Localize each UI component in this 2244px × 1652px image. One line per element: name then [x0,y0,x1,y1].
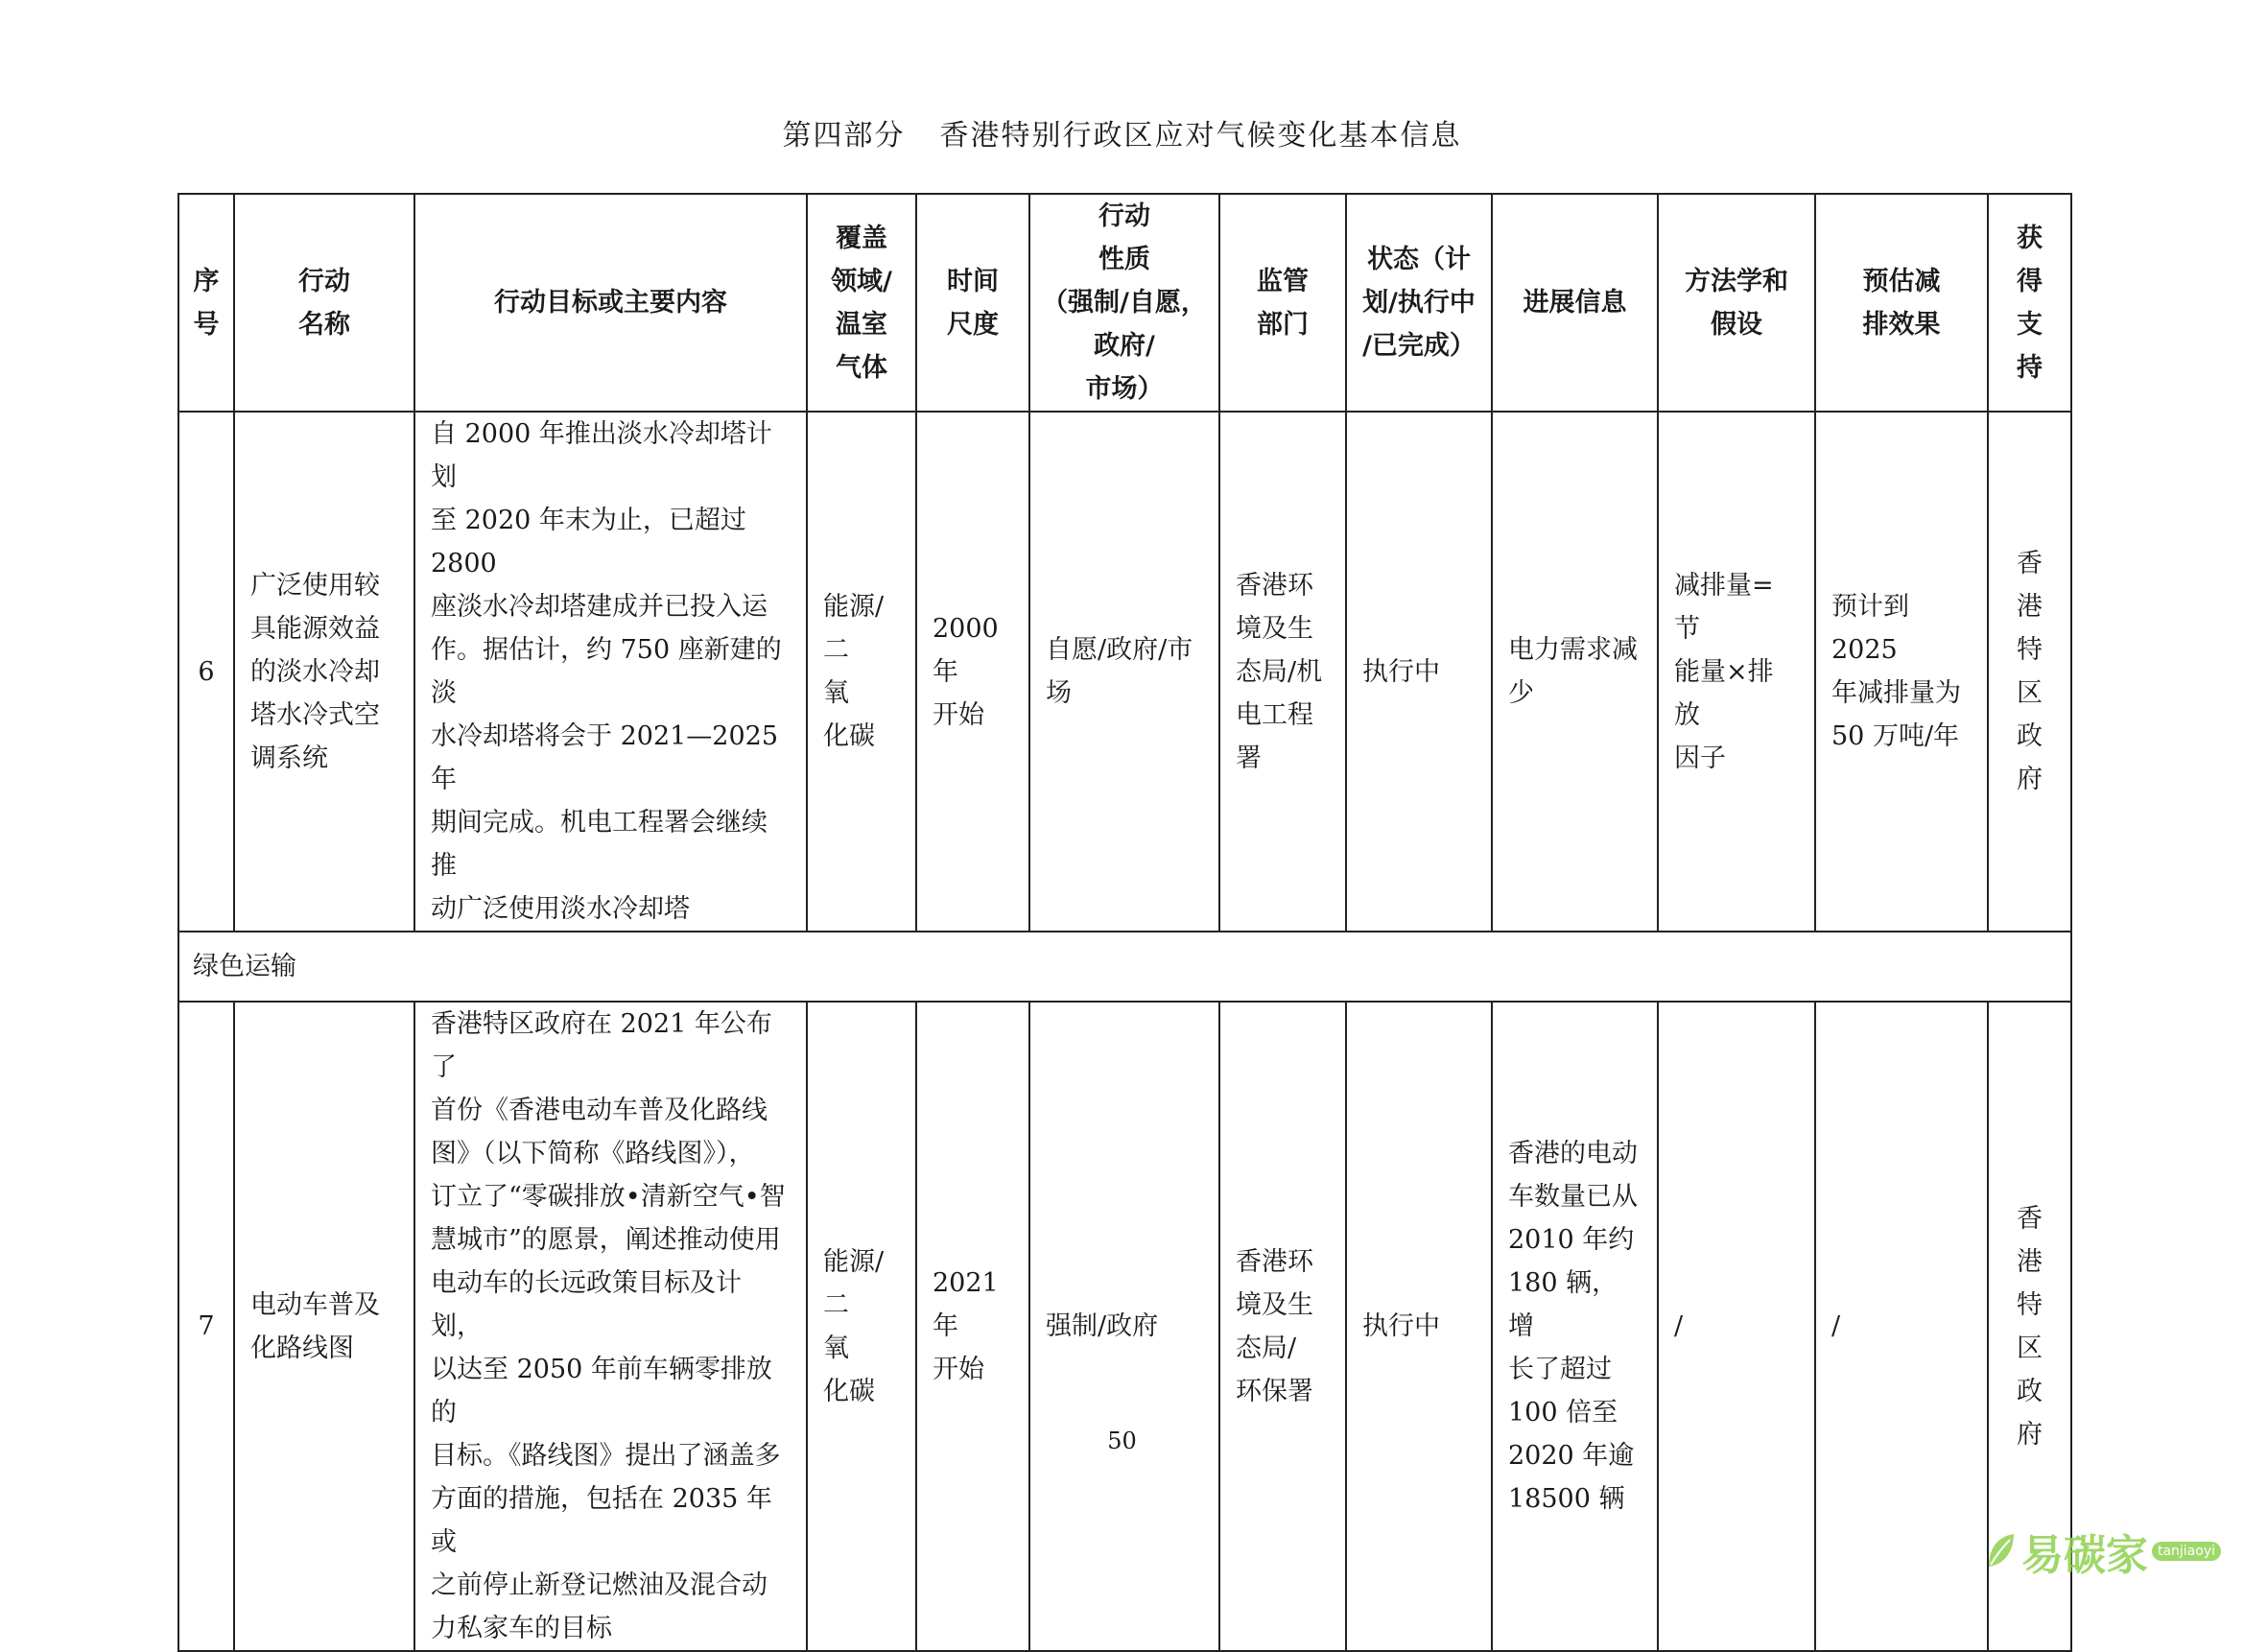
row6-support [1988,412,2071,932]
cell-line: 态局/ [1236,1333,1297,1363]
cell-line: 排效果 [1862,309,1941,340]
cell-line: 香 [2017,549,2043,578]
cell-line: 行动 [1098,201,1150,231]
cell-line: 长了超过 [1508,1355,1612,1384]
section-row [178,932,2071,1002]
cell-line: 50 万吨/年 [1831,721,1960,751]
header-effect [1815,194,1988,412]
header-nature [1029,194,1219,412]
cell-line: 覆盖 [836,223,887,253]
cell-line: 政 [2017,1376,2043,1406]
cell-line: 自愿/政府/市 [1046,635,1193,665]
row6-time [916,412,1029,932]
header-method [1658,194,1815,412]
cell-line: 持 [2017,352,2043,383]
row7-nature: 强制/政府 [1029,1002,1219,1651]
cell-line: 化碳 [823,1376,875,1406]
watermark-brand-cn: 易碳家 [2020,1531,2148,1580]
cell-line: 状态（计 [1367,245,1471,274]
header-scope [807,194,916,412]
cell-line: 预估减 [1862,266,1941,296]
cell-line: 市场） [1085,374,1164,404]
cell-line: 2021 年 [933,1268,999,1341]
cell-line: 目标。《路线图》提出了涵盖多 [431,1441,781,1471]
row7-time [916,1002,1029,1651]
header-dept [1219,194,1346,412]
cell-line: 电动车普及 [250,1289,380,1320]
cell-line: 自 2000 年推出淡水冷却塔计划 [431,419,772,492]
cell-line: 车数量已从 [1508,1182,1638,1212]
row7-name [234,1002,414,1651]
cell-line: 特 [2017,1289,2043,1320]
cell-line: 境及生 [1236,1289,1313,1320]
row7-status: 执行中 [1346,1002,1492,1651]
header-name [234,194,414,412]
cell-line: 2000 年 [933,613,999,687]
cell-line: 作。据估计，约 750 座新建的淡 [431,635,782,708]
cell-line: 图》（以下简称《路线图》）， [431,1139,755,1168]
cell-line: 之前停止新登记燃油及混合动 [431,1570,768,1600]
cell-line: 政 [2017,721,2043,751]
cell-line: 假设 [1711,309,1762,340]
header-time [916,194,1029,412]
cell-line: 因子 [1674,743,1726,773]
row6-method [1658,412,1815,932]
cell-line: /已完成） [1362,331,1476,361]
cell-line: 具能源效益 [250,613,380,644]
cell-line: 香港特区政府在 2021 年公布了 [431,1009,772,1082]
cell-line: 尺度 [947,309,999,340]
cell-line: 行动 [298,266,350,296]
cell-line: 的淡水冷却 [250,656,380,687]
cell-line: 化路线图 [250,1333,354,1363]
cell-line: 政府/ [1094,331,1155,361]
cell-line: 电工程 [1236,699,1313,730]
cell-line: 2010 年约 [1508,1225,1635,1255]
cell-line: 二 氧 [823,635,875,708]
cell-line: 开始 [933,1355,984,1384]
cell-line: 署 [1236,743,1262,773]
row6-name [234,412,414,932]
row7-effect: / [1815,1002,1988,1651]
page-title [0,111,2244,153]
cell-line: 座淡水冷却塔建成并已投入运 [431,592,768,622]
cell-line: 18500 辆 [1508,1484,1625,1514]
cell-line: 减排量=节 [1674,570,1774,644]
cell-line: 电动车的长远政策目标及计划， [431,1268,742,1341]
cell-line: 性质 [1098,245,1150,274]
cell-line: 方面的措施，包括在 2035 年或 [431,1484,772,1557]
cell-line: 化碳 [823,721,875,751]
cell-line: 港 [2017,592,2043,622]
cell-line: 温室 [836,309,887,340]
cell-line: 府 [2017,1419,2043,1450]
cell-line: 香港环 [1236,1246,1313,1277]
section-green-transport: 绿色运输 [178,932,2071,1002]
header-content: 行动目标或主要内容 [414,194,807,412]
cell-line: 场 [1046,678,1072,708]
cell-line: 水冷却塔将会于 2021—2025 年 [431,721,779,794]
cell-line: 香港环 [1236,570,1313,601]
cell-line: 力私家车的目标 [431,1614,612,1643]
header-status [1346,194,1492,412]
cell-line: 2020 年逾 [1508,1441,1635,1471]
row7-method: / [1658,1002,1815,1651]
header-support [1988,194,2071,412]
cell-line: 划/执行中 [1362,288,1476,318]
cell-line: 时间 [947,266,999,296]
cell-line: 能量×排放 [1674,656,1774,730]
cell-line: 得 [2017,266,2043,296]
cell-line: 府 [2017,765,2043,794]
cell-line: 区 [2017,1333,2043,1363]
table-row [178,412,2071,932]
cell-line: 预计到 2025 [1831,592,1909,665]
header-progress: 进展信息 [1492,194,1658,412]
cell-line: 能源/ [823,592,885,622]
cell-line: 至 2020 年末为止，已超过 2800 [431,506,746,578]
cell-line: 年减排量为 [1831,678,1961,708]
cell-line: 号 [193,309,220,340]
cell-line: 态局/机 [1236,656,1323,687]
cell-line: 气体 [836,352,887,383]
cell-line: 开始 [933,699,984,730]
cell-line: （强制/自愿， [1042,288,1207,318]
table-row [178,1002,2071,1651]
cell-line: 首份《香港电动车普及化路线 [431,1096,768,1125]
cell-line: 慧城市”的愿景，阐述推动使用 [431,1225,781,1255]
cell-line: 支 [2017,309,2043,340]
cell-line: 获 [2017,223,2043,253]
cell-line: 动广泛使用淡水冷却塔 [431,894,690,924]
page-number: 50 [1107,1428,1137,1454]
header-seq [178,194,234,412]
cell-line: 序 [193,266,220,296]
page-title-main: 香港特别行政区应对气候变化基本信息 [939,119,1462,153]
row6-content [414,412,807,932]
cell-line: 订立了“零碳排放•清新空气•智 [431,1182,786,1212]
cell-line: 方法学和 [1685,266,1788,296]
cell-line: 香港的电动 [1508,1139,1638,1168]
watermark-logo [1985,1521,2221,1582]
leaf-icon [1985,1532,2018,1570]
cell-line: 电力需求减 [1508,635,1638,665]
row6-status: 执行中 [1346,412,1492,932]
cell-line: 180 辆，增 [1508,1268,1618,1341]
row7-dept [1219,1002,1346,1651]
row7-progress [1492,1002,1658,1651]
cell-line: 塔水冷式空 [250,699,380,730]
cell-line: 境及生 [1236,613,1313,644]
cell-line: 二 氧 [823,1289,875,1363]
row6-seq: 6 [178,412,234,932]
cell-line: 监管 [1257,266,1309,296]
cell-line: 港 [2017,1246,2043,1277]
cell-line: 领域/ [831,266,892,296]
row7-scope [807,1002,916,1651]
cell-line: 能源/ [823,1246,885,1277]
cell-line: 以达至 2050 年前车辆零排放的 [431,1355,772,1428]
cell-line: 少 [1508,678,1534,708]
row7-content [414,1002,807,1651]
page-title-part: 第四部分 [782,119,906,153]
cell-line: 特 [2017,635,2043,665]
cell-line: 调系统 [250,743,328,773]
row6-progress [1492,412,1658,932]
row7-seq: 7 [178,1002,234,1651]
cell-line: 环保署 [1236,1376,1313,1406]
row6-nature [1029,412,1219,932]
cell-line: 期间完成。机电工程署会继续推 [431,808,768,881]
cell-line: 区 [2017,678,2043,708]
table-header-row [178,194,2071,412]
row6-dept [1219,412,1346,932]
cell-line: 名称 [298,309,350,340]
row6-scope [807,412,916,932]
row6-effect [1815,412,1988,932]
cell-line: 部门 [1257,309,1309,340]
watermark-brand-en: tanjiaoyi [2152,1542,2221,1561]
cell-line: 广泛使用较 [250,570,380,601]
cell-line: 香 [2017,1203,2043,1234]
cell-line: 100 倍至 [1508,1398,1618,1428]
